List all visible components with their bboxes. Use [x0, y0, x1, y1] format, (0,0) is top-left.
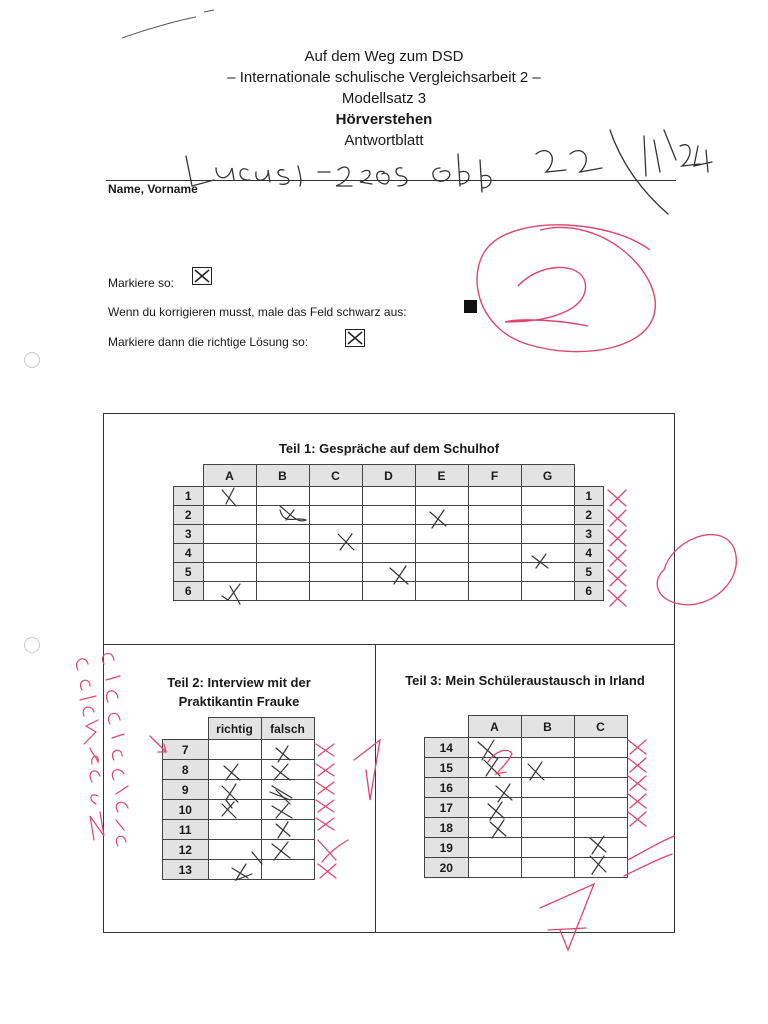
part2-row-number: 12	[163, 840, 209, 860]
name-label: Name, Vorname	[108, 182, 198, 196]
part1-row-number-right: 6	[574, 582, 604, 601]
part2-row-number: 11	[163, 820, 209, 840]
handwritten-name-text	[300, 170, 312, 171]
part2-col-header: richtig	[208, 718, 261, 740]
part1-row-number-right: 4	[574, 544, 604, 563]
part3-row-number: 14	[425, 738, 469, 758]
doc-set: Modellsatz 3	[341, 90, 427, 107]
part1-row-number: 5	[174, 563, 204, 582]
part3-score-one	[540, 884, 594, 950]
part2-row-number: 13	[163, 860, 209, 880]
part3-row-number: 18	[425, 818, 469, 838]
part3-col-header: A	[468, 716, 521, 738]
part2-row-number: 7	[163, 740, 209, 760]
part2-pencil-marks	[222, 746, 292, 880]
part1-row-number: 4	[174, 544, 204, 563]
part1-col-header: B	[256, 465, 309, 487]
part1-col-header: A	[203, 465, 256, 487]
part2-row-number: 9	[163, 780, 209, 800]
part2-score-one	[354, 740, 380, 800]
part1-row-number: 2	[174, 506, 204, 525]
part1-red-marks	[608, 490, 736, 606]
part1-col-header: C	[309, 465, 362, 487]
part3-row-number: 16	[425, 778, 469, 798]
part1-row-number-right: 3	[574, 525, 604, 544]
total-score-text	[550, 290, 551, 291]
part1-row-number-right: 2	[574, 506, 604, 525]
part1-col-header: E	[415, 465, 468, 487]
part3-row-number: 15	[425, 758, 469, 778]
part1-title: Teil 1: Gespräche auf dem Schulhof	[278, 441, 500, 456]
part1-col-header: F	[468, 465, 521, 487]
part2-title-line2: Praktikantin Frauke	[178, 694, 300, 709]
part1-col-header: D	[362, 465, 415, 487]
part3-col-header: C	[574, 716, 627, 738]
doc-subtitle: – Internationale schulische Vergleichsarbeit 2 –	[227, 69, 541, 86]
part3-row-number: 19	[425, 838, 469, 858]
part2-row-number: 8	[163, 760, 209, 780]
margin-note-red	[77, 653, 128, 846]
instruction-then: Markiere dann die richtige Lösung so:	[108, 335, 309, 349]
part1-row-number: 1	[174, 487, 204, 506]
part1-pencil-marks	[222, 488, 548, 604]
part3-red-marks	[488, 740, 674, 950]
part1-row-number: 6	[174, 582, 204, 601]
total-score-annotation	[477, 225, 655, 352]
doc-section: Hörverstehen	[335, 111, 433, 128]
part2-red-marks	[150, 736, 380, 878]
doc-sheet: Antwortblatt	[344, 132, 424, 149]
part3-pencil-marks	[478, 740, 606, 874]
part3-row-number: 17	[425, 798, 469, 818]
part2-score-text	[362, 770, 363, 771]
part3-col-header: B	[521, 716, 574, 738]
doc-title: Auf dem Weg zum DSD	[304, 48, 464, 65]
instruction-correct: Wenn du korrigieren musst, male das Feld schwarz aus:	[108, 305, 407, 319]
handwritten-name-signature	[186, 130, 712, 214]
part3-title: Teil 3: Mein Schüleraustausch in Irland	[405, 673, 645, 688]
part1-row-number: 3	[174, 525, 204, 544]
part1-row-number-right: 5	[574, 563, 604, 582]
instruction-mark: Markiere so:	[108, 276, 175, 290]
part1-score-text	[690, 572, 691, 573]
part1-col-header: G	[521, 465, 574, 487]
stray-pencil-stroke	[122, 10, 214, 38]
part3-score-text	[560, 930, 561, 931]
part2-title-line1: Teil 2: Interview mit der	[167, 675, 311, 690]
part2-row-number: 10	[163, 800, 209, 820]
part1-row-number-right: 1	[574, 487, 604, 506]
part3-row-number: 20	[425, 858, 469, 878]
part2-col-header: falsch	[261, 718, 314, 740]
part1-score-zero	[657, 535, 736, 605]
margin-note-text	[90, 760, 102, 761]
